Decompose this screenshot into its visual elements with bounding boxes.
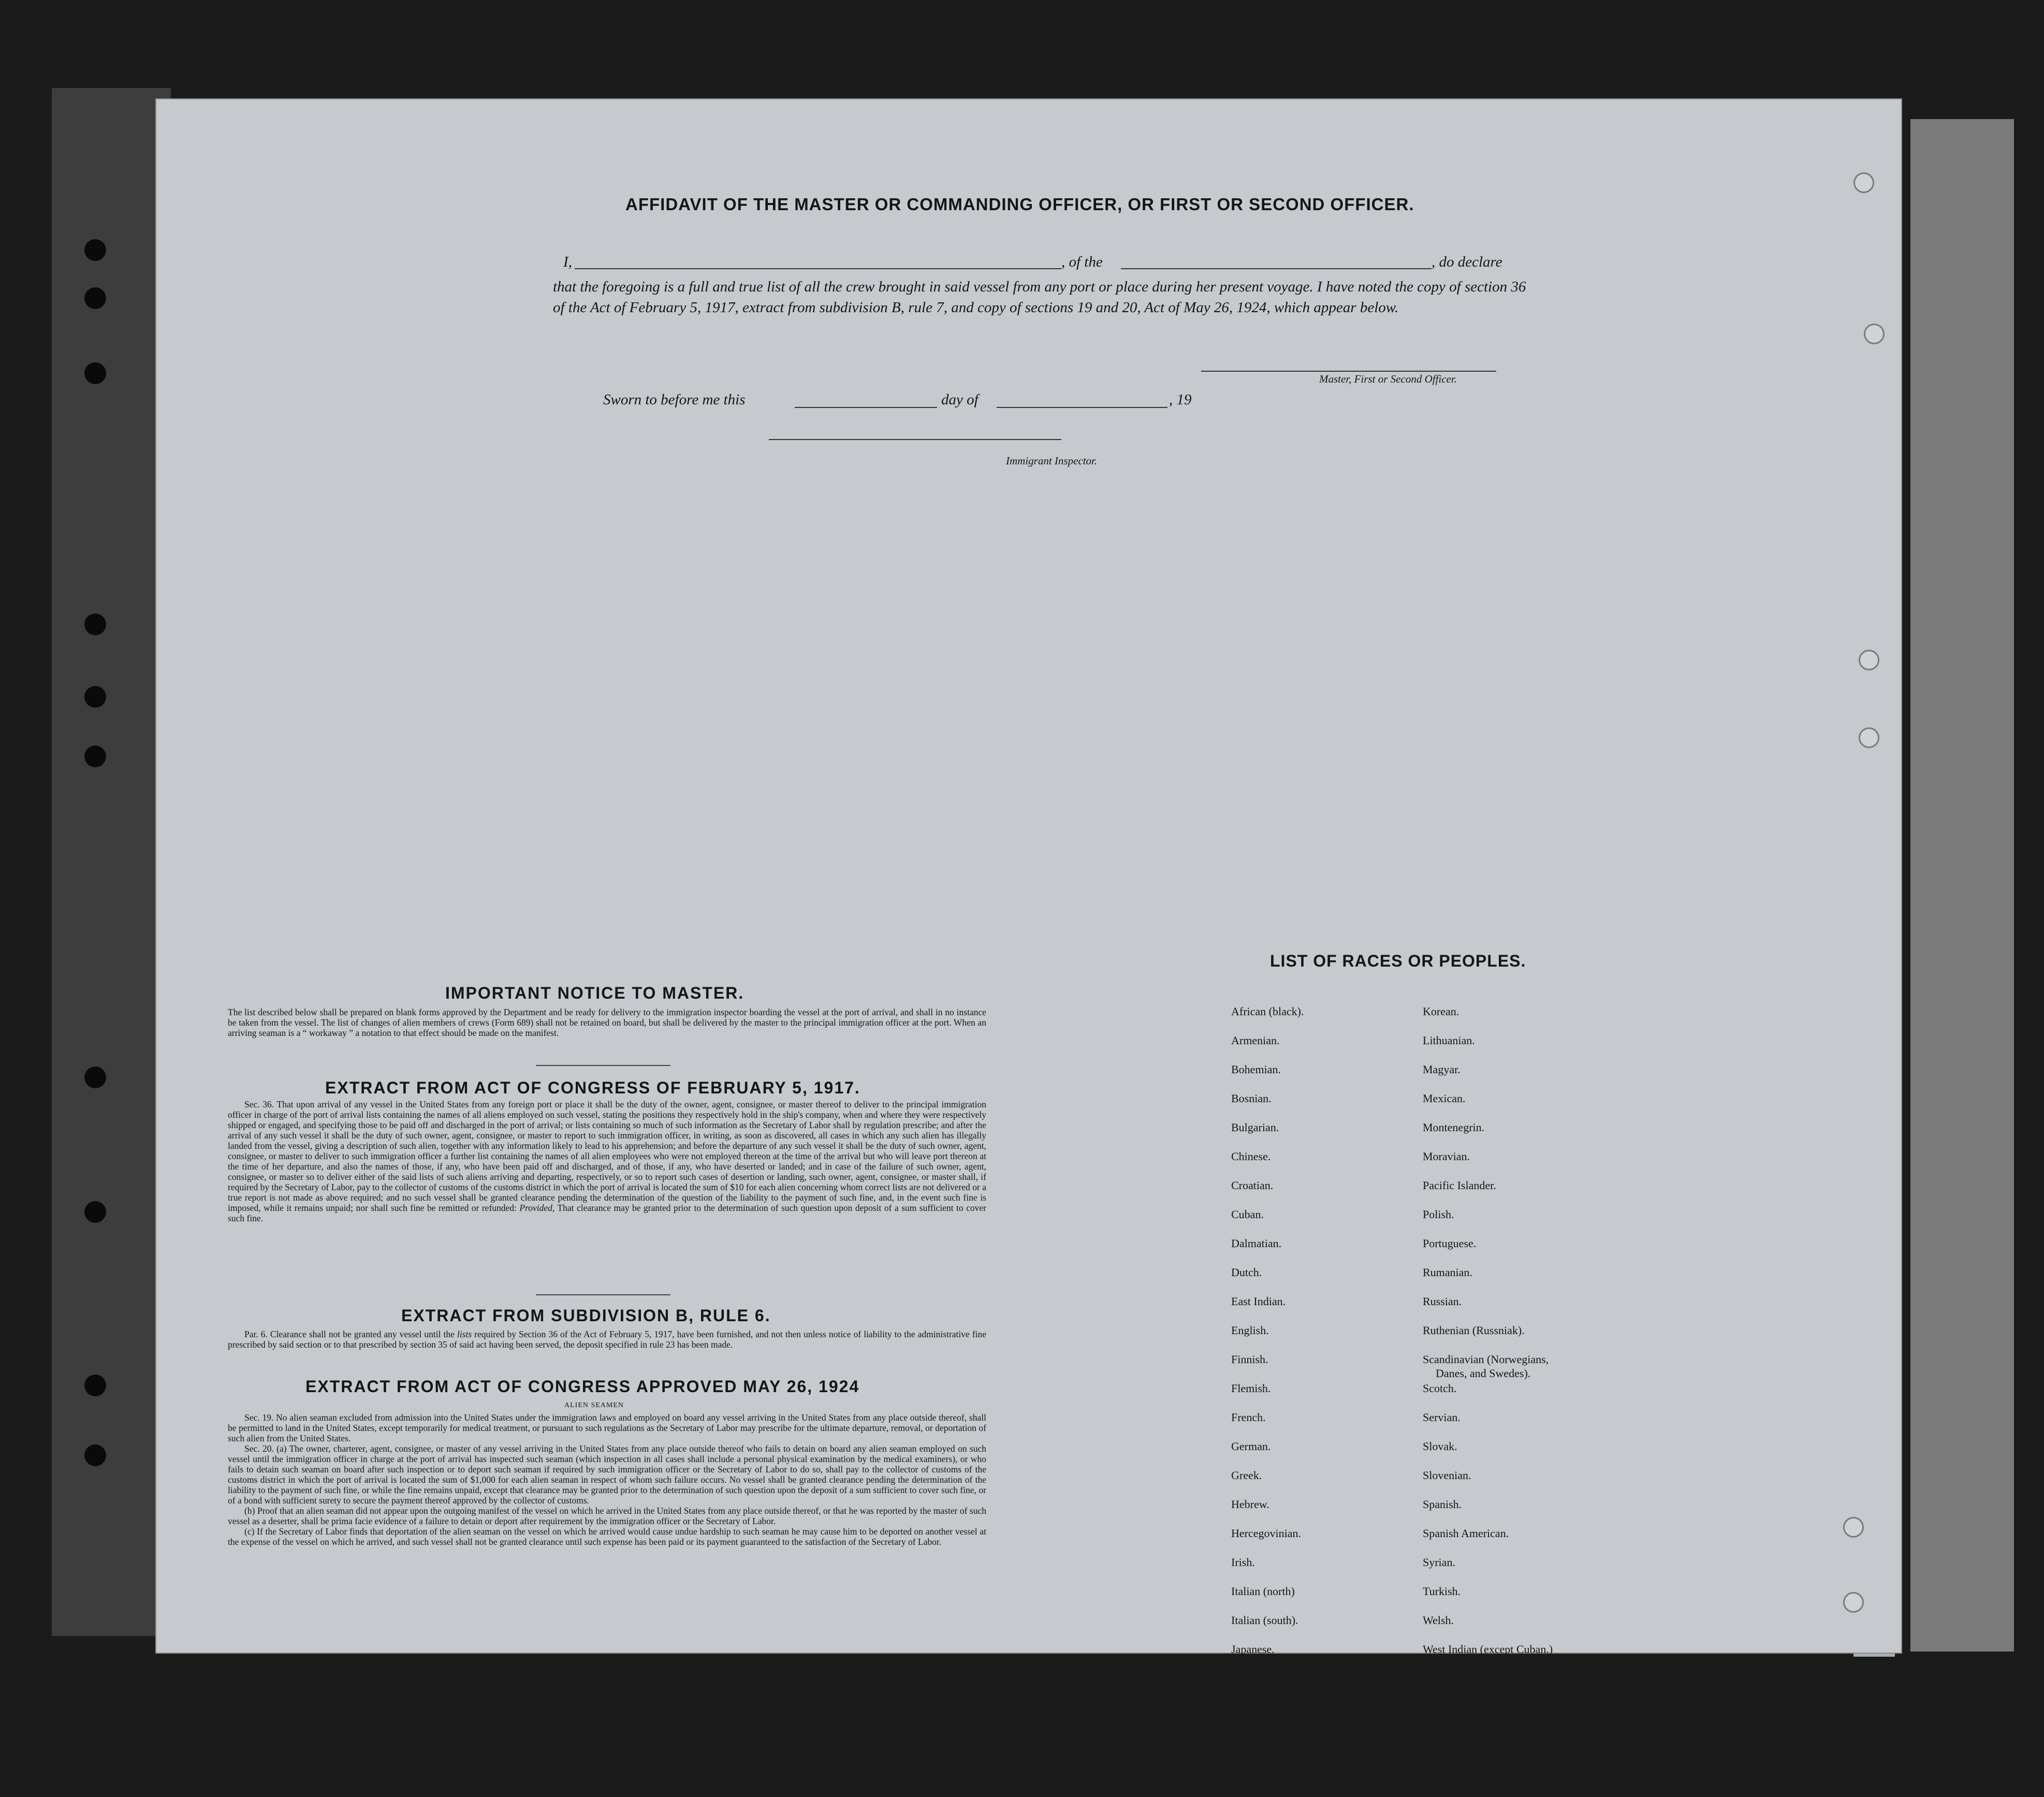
inspector-label: Immigrant Inspector. — [1006, 455, 1098, 467]
race-item: Italian (north) — [1231, 1585, 1295, 1598]
notice-text: The list described below shall be prepared on blank forms approved by the Department and be ready for delivery to the immigration inspector boarding the vessel at the port of arrival, and shall in no instance be taken from the vessel. The list of changes of alien members of crews (Form 689) shall not be retained on board, but shall be delivered by the master to the principal immigration officer at the port. When an arriving seaman is a “ workaway ” a notation to that effect should be made on the manifest. — [228, 1007, 986, 1038]
race-item: Slovak. — [1423, 1440, 1457, 1453]
vessel-blank[interactable] — [1121, 268, 1432, 269]
race-item: Japanese. — [1231, 1643, 1275, 1656]
race-item: Croatian. — [1231, 1179, 1274, 1192]
punch-hole — [1853, 172, 1874, 193]
affidavit-title: AFFIDAVIT OF THE MASTER OR COMMANDING OFFICER, OR FIRST OR SECOND OFFICER. — [625, 195, 1414, 214]
race-item: Finnish. — [1231, 1353, 1268, 1366]
rule6-text — [228, 1329, 986, 1350]
punch-hole — [1859, 650, 1879, 670]
race-item: Dalmatian. — [1231, 1237, 1282, 1250]
race-item: Slovenian. — [1423, 1469, 1471, 1482]
binder-hole — [84, 1444, 106, 1466]
sec20b-text: (b) Proof that an alien seaman did not appear upon the outgoing manifest of the vessel on which he arrived in the United States from any place outside thereof, or that he was reported by the master of such vessel as a deserter, shall be prima facie evidence of a failure to detain or deport after requirement by the immigration officer or the Secretary of Labor. — [228, 1506, 986, 1526]
race-item: Rumanian. — [1423, 1266, 1472, 1279]
race-item: Spanish American. — [1423, 1527, 1509, 1540]
i-label: I, — [563, 254, 572, 270]
race-item: Bulgarian. — [1231, 1121, 1279, 1134]
of-the-label: , of the — [1061, 254, 1103, 270]
month-blank[interactable] — [997, 407, 1167, 408]
race-item: Montenegrin. — [1423, 1121, 1485, 1134]
name-blank[interactable] — [575, 268, 1061, 269]
race-item: English. — [1231, 1324, 1269, 1337]
rule6-title: EXTRACT FROM SUBDIVISION B, RULE 6. — [401, 1306, 771, 1325]
binder-hole — [84, 239, 106, 261]
provided-word: Provided, — [519, 1203, 555, 1213]
race-item: German. — [1231, 1440, 1271, 1453]
sworn-label: Sworn to before me this — [603, 391, 746, 408]
race-item: Chinese. — [1231, 1150, 1271, 1163]
sec19-text: No alien seaman excluded from admission into the United States under the immigration laws and employed on board any vessel arriving in the United States from any place outside thereof, shall be permitted to land in the United States, except temporarily for medical treatment, or pursuant to such regulations as the Secretary of Labor may prescribe for the ultimate departure, removal, or deportation of such alien from the United States. — [228, 1412, 986, 1443]
officer-label: Master, First or Second Officer. — [1319, 373, 1457, 385]
extract-1917-text — [228, 1099, 986, 1223]
right-edge-strip — [1910, 119, 2014, 1652]
race-item: Servian. — [1423, 1411, 1461, 1424]
binder-hole — [84, 1066, 106, 1088]
sec20a-text: (a) The owner, charterer, agent, consignee, or master of any vessel arriving in the United States from any place outside thereof who fails to detain on board any alien seaman employed on such vessel until the immigration officer in charge at the port of arrival has inspected such seaman (which inspection in all cases shall include a personal physical examination by the medical examiners), or who fails to detain such seaman on board after such inspection or to deport such seaman if required by such immigration officer or the Secretary of Labor to do so, shall pay to the collector of customs of the customs district in which the port of arrival is located the sum of $1,000 for each alien seaman in respect of whom such failure occurs. No vessel shall be granted clearance pending the determination of the liability to the payment of such fine, or while the fine remains unpaid, except that clearance may be granted prior to the determination of such question upon the deposit of a sum sufficient to cover such fine, or of a bond with sufficient surety to secure the payment thereof approved by the collector of customs. — [228, 1443, 986, 1506]
sec36-body-end: That clearance may be granted prior to the determination of such question upon deposit of a sum sufficient to cover such fine. — [228, 1203, 986, 1223]
alien-seamen-subtitle: ALIEN SEAMEN — [564, 1401, 624, 1409]
divider — [536, 1294, 670, 1295]
races-title: LIST OF RACES OR PEOPLES. — [1270, 952, 1526, 970]
race-item: Russian. — [1423, 1295, 1462, 1308]
binder-hole — [84, 362, 106, 384]
race-item: Scandinavian (Norwegians, — [1423, 1353, 1549, 1366]
race-item: Portuguese. — [1423, 1237, 1477, 1250]
binder-hole — [84, 686, 106, 708]
notice-title: IMPORTANT NOTICE TO MASTER. — [445, 984, 744, 1002]
race-item: Mexican. — [1423, 1092, 1466, 1105]
sec36-label: Sec. 36. — [244, 1099, 274, 1109]
binder-strip — [52, 88, 171, 1636]
race-item: Hebrew. — [1231, 1498, 1269, 1511]
binder-hole — [84, 1201, 106, 1223]
race-item: Magyar. — [1423, 1063, 1461, 1076]
race-item: Welsh. — [1423, 1614, 1454, 1627]
sec20-label: Sec. 20. — [244, 1443, 274, 1454]
race-item: Ruthenian (Russniak). — [1423, 1324, 1525, 1337]
race-item: Lithuanian. — [1423, 1034, 1475, 1047]
race-item: Cuban. — [1231, 1208, 1264, 1221]
race-item: Pacific Islander. — [1423, 1179, 1496, 1192]
punch-hole — [1864, 324, 1885, 344]
race-item-cont: Danes, and Swedes). — [1436, 1367, 1531, 1380]
race-item: Polish. — [1423, 1208, 1454, 1221]
race-item: Armenian. — [1231, 1034, 1280, 1047]
year-label: , 19 — [1169, 391, 1192, 408]
day-blank[interactable] — [795, 407, 937, 408]
binder-hole — [84, 1375, 106, 1396]
sec20c-text: (c) If the Secretary of Labor finds that deportation of the alien seaman on the vessel on which he arrived would cause undue hardship to such seaman he may cause him to be deported on another vessel at the expense of the vessel on which he arrived, and such vessel shall not be granted clearance until such expense has been paid or its payment guaranteed to the satisfaction of the Secretary of Labor. — [228, 1526, 986, 1547]
binder-hole — [84, 746, 106, 767]
punch-hole — [1843, 1517, 1864, 1538]
race-item: Moravian. — [1423, 1150, 1470, 1163]
race-item: African (black). — [1231, 1005, 1304, 1018]
race-item: Italian (south). — [1231, 1614, 1298, 1627]
race-item: Syrian. — [1423, 1556, 1455, 1569]
race-item: Greek. — [1231, 1469, 1262, 1482]
race-item: French. — [1231, 1411, 1266, 1424]
punch-hole — [1843, 1592, 1864, 1613]
rule6-text-a: Par. 6. Clearance shall not be granted any vessel until the — [244, 1329, 455, 1339]
inspector-signature-blank[interactable] — [769, 439, 1061, 440]
officer-signature-blank[interactable] — [1201, 371, 1496, 372]
race-item: Scotch. — [1423, 1382, 1457, 1395]
race-item: Turkish. — [1423, 1585, 1461, 1598]
lists-word: lists — [457, 1329, 472, 1339]
declaration-text: that the foregoing is a full and true list of all the crew brought in said vessel from any port or place during her present voyage. I have noted the copy of section 36 of the Act of February 5, 1917, extract from subdivision B, rule 7, and copy of sections 19 and 20, Act of May 26, 1924, which appear below. — [553, 279, 1526, 316]
race-item: Bosnian. — [1231, 1092, 1272, 1105]
sec19-label: Sec. 19. — [244, 1412, 274, 1423]
do-declare-label: , do declare — [1432, 254, 1502, 270]
divider — [536, 1065, 670, 1066]
race-item: Bohemian. — [1231, 1063, 1281, 1076]
race-item: Korean. — [1423, 1005, 1459, 1018]
binder-hole — [84, 287, 106, 309]
day-of-label: day of — [941, 391, 979, 408]
sec36-body: That upon arrival of any vessel in the United States from any foreign port or place it shall be the duty of the owner, agent, consignee, or master thereof to deliver to the principal immigration officer in charge of the port of arrival lists containing the names of all aliens employed on such vessel, stating the positions they respectively hold in the ship's company, when and where they were respectively shipped or engaged, and specifying those to be paid off and discharged in the port of arrival; or lists containing so much of such information as the Secretary of Labor shall by regulation prescribe; and after the arrival of any such vessel it shall be the duty of such owner, agent, consignee, or master to report to such immigration officer, in writing, as soon as discovered, all cases in which any such alien has illegally landed from the vessel, giving a description of such alien, together with any information likely to lead to his apprehension; and before the departure of any such vessel it shall be the duty of such owner, agent, consignee, or master to deliver to such immigration officer a further list containing the names of all alien employees who were not employed thereon at the time of the arrival but who will leave port thereon at the time of her departure, and also the names of those, if any, who have been paid off and discharged, and of those, if any, who have deserted or landed; and in case of the failure of such owner, agent, consignee, or master so to deliver either of the said lists of such aliens arriving and departing, respectively, or so to report such cases of desertion or landing, such owner, agent, consignee, or master shall, if required by the Secretary of Labor, pay to the collector of customs of the customs district in which the port of arrival is located the sum of $10 for each alien concerning whom correct lists are not delivered or a true report is not made as above required; and no such vessel shall be granted clearance pending the determination of the question of the liability to the payment of such fine, and, in the event such fine is imposed, while it remains unpaid; nor shall such fine be remitted or refunded: — [228, 1099, 986, 1213]
act-1924-text — [228, 1412, 986, 1547]
race-item: West Indian (except Cuban.) — [1423, 1643, 1553, 1656]
race-item: Hercegovinian. — [1231, 1527, 1301, 1540]
race-item: Flemish. — [1231, 1382, 1271, 1395]
race-item: East Indian. — [1231, 1295, 1286, 1308]
binder-hole — [84, 613, 106, 635]
act-1924-title: EXTRACT FROM ACT OF CONGRESS APPROVED MAY 26, 1924 — [305, 1377, 860, 1396]
race-item: Dutch. — [1231, 1266, 1262, 1279]
race-item: Spanish. — [1423, 1498, 1462, 1511]
punch-hole — [1859, 727, 1879, 748]
race-item: Irish. — [1231, 1556, 1255, 1569]
extract-1917-title: EXTRACT FROM ACT OF CONGRESS OF FEBRUARY 5, 1917. — [325, 1078, 860, 1097]
rule6-text-b: required by Section 36 of the Act of February 5, 1917, have been furnished, and not then unless notice of liability to the administrative fine prescribed by said section or to that prescribed by section 35 of said act having been served, the deposit specified in rule 23 has been made. — [228, 1329, 987, 1350]
